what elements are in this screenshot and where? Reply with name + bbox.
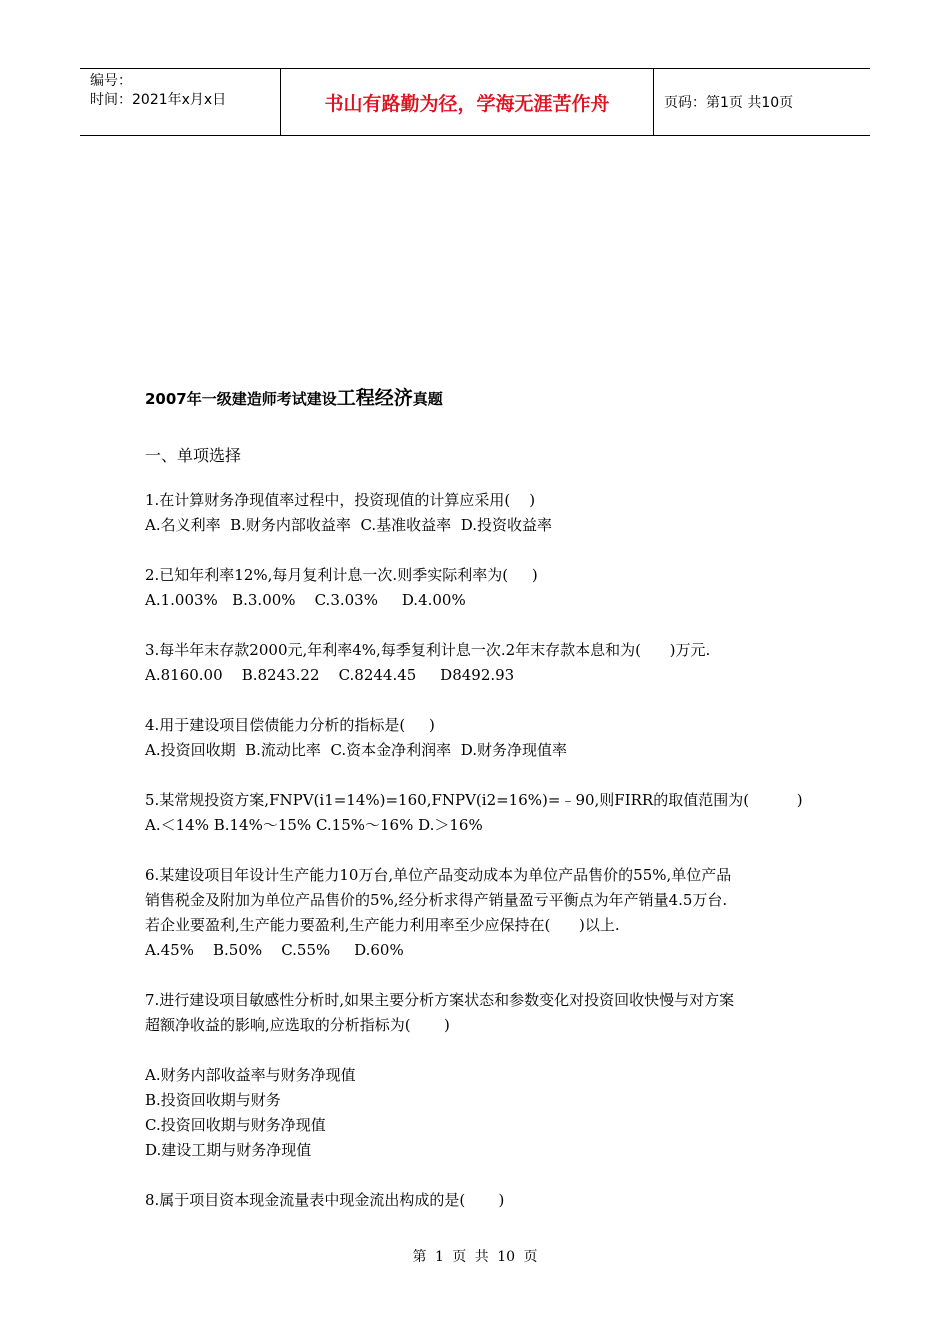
question-text: 销售税金及附加为单位产品售价的5%,经分析求得产销量盈亏平衡点为年产销量4.5万台. — [145, 891, 728, 909]
answer-options: A.8160.00 B.8243.22 C.8244.45 D8492.93 — [145, 666, 515, 684]
question-text: 4.用于建设项目偿债能力分析的指标是( ) — [145, 716, 435, 734]
answer-options: A.1.003% B.3.00% C.3.03% D.4.00% — [145, 591, 466, 609]
question-text: 5.某常规投资方案,FNPV(i1=14%)=160,FNPV(i2=16%)=﹣90,则FIRR的取值范围为( ) — [145, 791, 803, 809]
question-text: 7.进行建设项目敏感性分析时,如果主要分析方案状态和参数变化对投资回收快慢与对方案 — [145, 991, 735, 1009]
question-text: 3.每半年末存款2000元,年利率4%,每季复利计息一次.2年末存款本息和为( )万元. — [145, 641, 711, 659]
answer-options: A.名义利率 B.财务内部收益率 C.基准收益率 D.投资收益率 — [145, 516, 552, 534]
title-part1: 2007年一级建造师考试建设 — [145, 390, 337, 408]
answer-options: A.＜14% B.14%～15% C.15%～16% D.＞16% — [145, 816, 483, 834]
section-heading: 一、单项选择 — [145, 446, 242, 465]
question-text: 6.某建设项目年设计生产能力10万台,单位产品变动成本为单位产品售价的55%,单位产品 — [145, 866, 732, 884]
question-2 — [145, 563, 815, 613]
question-3 — [145, 638, 815, 688]
question-text: 超额净收益的影响,应选取的分析指标为( ) — [145, 1016, 450, 1034]
spacer — [145, 1038, 815, 1063]
title-part3: 真题 — [412, 390, 443, 408]
answer-options: B.投资回收期与财务 — [145, 1091, 281, 1109]
answer-options: A.投资回收期 B.流动比率 C.资本金净利润率 D.财务净现值率 — [145, 741, 567, 759]
question-8 — [145, 1188, 815, 1213]
question-list — [145, 488, 815, 1238]
title-part2: 工程经济 — [336, 387, 413, 409]
time-label: 时间：2021年x月x日 — [90, 92, 227, 108]
question-1 — [145, 488, 815, 538]
question-text: 8.属于项目资本现金流量表中现金流出构成的是( ) — [145, 1191, 505, 1209]
question-4 — [145, 713, 815, 763]
question-7 — [145, 988, 815, 1163]
answer-options: C.投资回收期与财务净现值 — [145, 1116, 326, 1134]
header-page-info: 页码：第1页 共10页 — [664, 95, 794, 111]
number-label: 编号： — [90, 73, 132, 89]
question-text: 1.在计算财务净现值率过程中，投资现值的计算应采用( ) — [145, 491, 536, 509]
answer-options: D.建设工期与财务净现值 — [145, 1141, 312, 1159]
page-header — [80, 68, 870, 136]
question-text: 2.已知年利率12%,每月复利计息一次.则季实际利率为( ) — [145, 566, 538, 584]
answer-options: A.财务内部收益率与财务净现值 — [145, 1066, 356, 1084]
header-meta — [80, 69, 281, 135]
answer-options: A.45% B.50% C.55% D.60% — [145, 941, 404, 959]
question-text: 若企业要盈利,生产能力要盈利,生产能力利用率至少应保持在( )以上. — [145, 916, 620, 934]
page-footer: 第 1 页 共 10 页 — [412, 1249, 538, 1265]
header-motto: 书山有路勤为径，学海无涯苦作舟 — [281, 69, 654, 135]
question-5 — [145, 788, 815, 838]
document-title — [145, 383, 443, 410]
question-6 — [145, 863, 815, 963]
